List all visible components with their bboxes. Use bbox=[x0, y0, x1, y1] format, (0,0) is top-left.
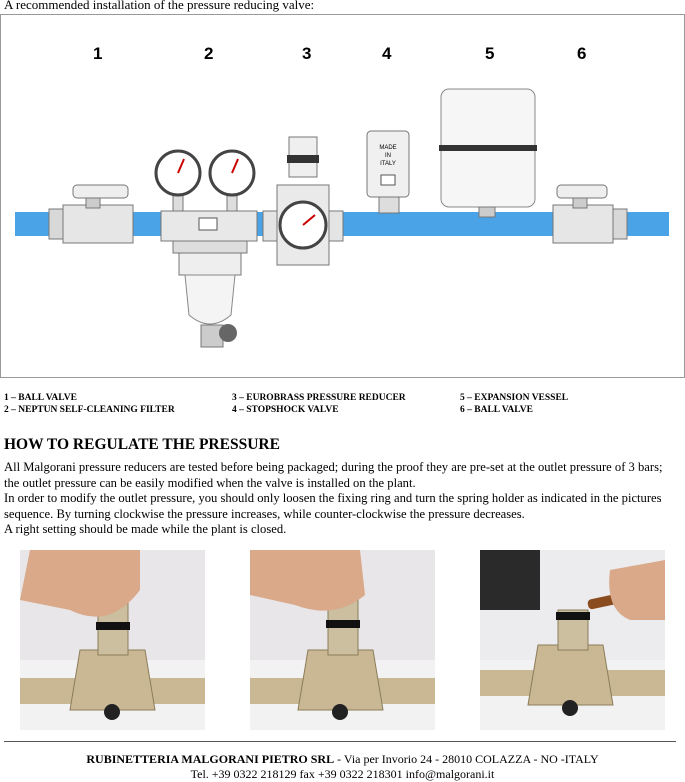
company-address: - Via per Invorio 24 - 28010 COLAZZA - NO -ITALY bbox=[334, 752, 599, 766]
company-name: RUBINETTERIA MALGORANI PIETRO SRL bbox=[86, 752, 335, 766]
legend-item: 3 – EUROBRASS PRESSURE REDUCER bbox=[232, 393, 406, 403]
component-number-1: 1 bbox=[93, 44, 103, 63]
stopshock-label-1: MADE bbox=[379, 145, 397, 151]
intro-caption: A recommended installation of the pressure reducing valve: bbox=[4, 0, 315, 12]
paragraph: A right setting should be made while the plant is closed. bbox=[4, 522, 287, 536]
legend-column-2 bbox=[232, 392, 406, 416]
stopshock-valve bbox=[367, 131, 409, 213]
component-number-3: 3 bbox=[302, 44, 312, 63]
ball-valve-1 bbox=[49, 185, 133, 243]
stopshock-label-2: IN bbox=[385, 153, 391, 159]
component-number-5: 5 bbox=[485, 44, 495, 63]
step-photo-2 bbox=[250, 550, 435, 730]
legend-item: 5 – EXPANSION VESSEL bbox=[460, 393, 569, 403]
legend-column-1 bbox=[4, 392, 175, 416]
expansion-vessel bbox=[439, 89, 537, 217]
legend-item: 2 – NEPTUN SELF-CLEANING FILTER bbox=[4, 405, 175, 415]
footer-company-line bbox=[0, 752, 685, 767]
legend-item: 1 – BALL VALVE bbox=[4, 393, 77, 403]
step-photo-1 bbox=[20, 550, 205, 730]
instructions-text bbox=[4, 460, 680, 538]
legend-column-3 bbox=[460, 392, 568, 416]
section-heading: HOW TO REGULATE THE PRESSURE bbox=[4, 436, 280, 453]
pressure-reducer bbox=[263, 137, 343, 265]
component-number-2: 2 bbox=[204, 44, 214, 63]
component-number-4: 4 bbox=[382, 44, 392, 63]
footer-divider bbox=[4, 741, 676, 742]
component-number-6: 6 bbox=[577, 44, 587, 63]
footer-contacts: Tel. +39 0322 218129 fax +39 0322 218301 info@malgorani.it bbox=[190, 767, 495, 781]
step-photo-3 bbox=[480, 550, 665, 730]
ball-valve-6 bbox=[553, 185, 627, 243]
installation-diagram bbox=[0, 14, 685, 378]
stopshock-label-3: ITALY bbox=[380, 161, 396, 167]
paragraph: All Malgorani pressure reducers are tested before being packaged; during the proof they are pre-set at the outlet pressure of 3 bars; the outlet pressure can be easily modified when the valve is installed on the plant. bbox=[4, 460, 663, 490]
self-cleaning-filter bbox=[156, 151, 257, 347]
plumbing-illustration bbox=[1, 15, 684, 377]
legend-item: 4 – STOPSHOCK VALVE bbox=[232, 405, 339, 415]
paragraph: In order to modify the outlet pressure, you should only loosen the fixing ring and turn the spring holder as indicated in the pictures sequence. By turning clockwise the pressure increases, while counter-clockwise the pressure decreases. bbox=[4, 491, 662, 521]
legend-item: 6 – BALL VALVE bbox=[460, 405, 533, 415]
